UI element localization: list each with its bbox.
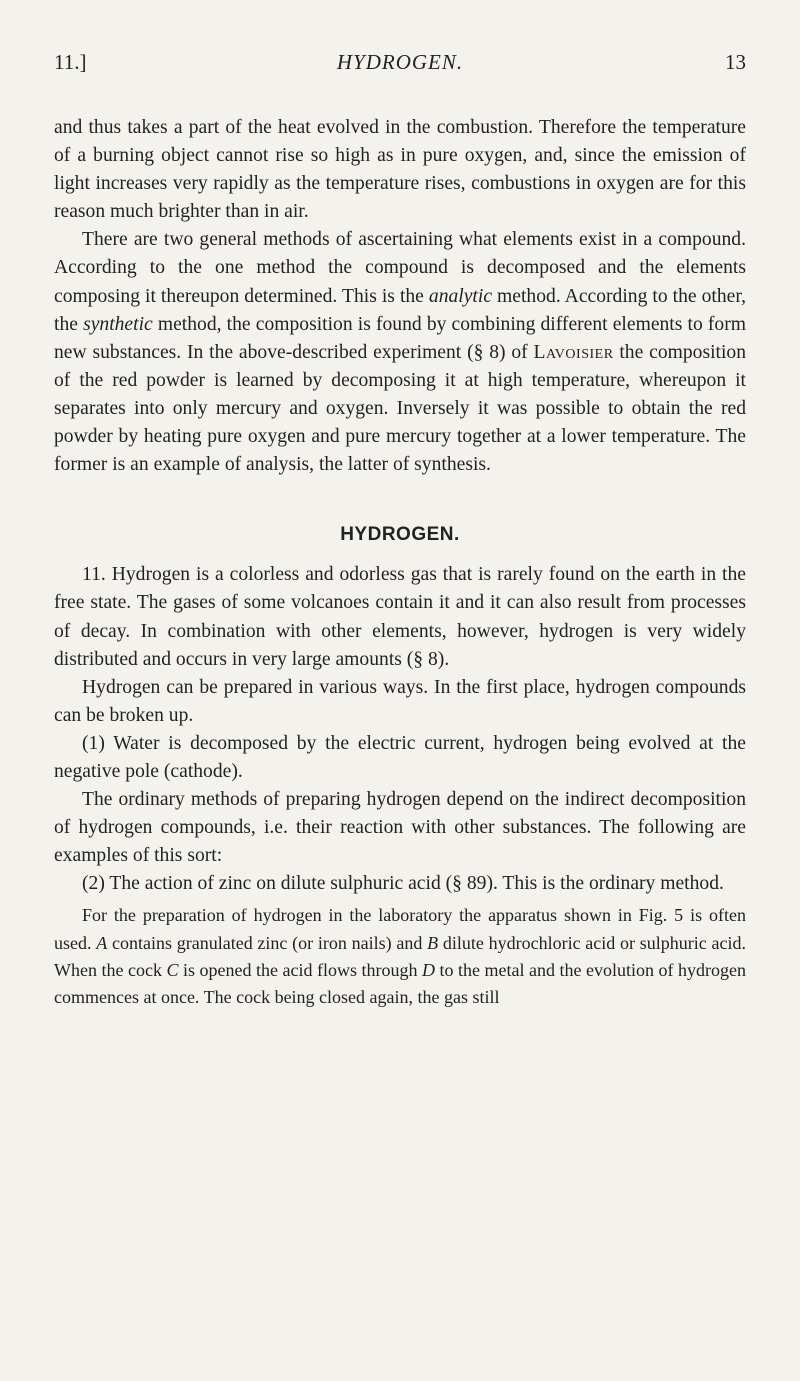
paragraph-combustion: and thus takes a part of the heat evolved in the combustion. Therefore the temperature of a burning object cannot rise so high as in pure oxygen, and, since the emission of light increases very rapidly as the temperature rises, combustions in oxygen are for this reason much brighter than in air. <box>54 117 746 223</box>
text-run: method. According to the other, the <box>54 285 746 335</box>
section-heading: HYDROGEN. <box>340 524 460 546</box>
name-lavoisier: Lavoisier <box>533 341 614 363</box>
paragraph-zinc-acid: (2) The action of zinc on dilute sulphuric acid (§ 89). This is the ordinary method. <box>82 873 724 895</box>
text-run: For the preparation of hydrogen in the laboratory the apparatus shown in Fig. 5 is often used. <box>54 905 746 953</box>
paragraph-preparation: Hydrogen can be prepared in various ways. In the first place, hydrogen compounds can be broken up. <box>54 676 746 726</box>
label-b: B <box>427 932 439 953</box>
paragraph-methods <box>54 226 746 479</box>
paragraph-indirect: The ordinary methods of preparing hydrogen depend on the indirect decomposition of hydrogen compounds, i.e. their reaction with other substances. The following are examples of this sort: <box>54 789 746 867</box>
chapter-number: 11.] <box>54 50 87 74</box>
page-number: 13 <box>725 50 746 74</box>
paragraph-electrolysis: (1) Water is decomposed by the electric current, hydrogen being evolved at the negative pole (cathode). <box>54 732 746 782</box>
text-run: is opened the acid flows through <box>178 959 423 980</box>
label-c: C <box>166 959 179 980</box>
text-run: dilute hydrochloric acid or sulphuric acid. When the cock <box>54 932 746 980</box>
term-synthetic: synthetic <box>83 313 153 335</box>
paragraph-laboratory <box>54 902 746 1011</box>
running-title: HYDROGEN. <box>336 50 464 74</box>
text-run: method, the composition is found by combining different elements to form new substances. In the above-described experiment (§ 8) of <box>54 313 746 363</box>
text-run: to the metal and the evolution of hydrogen commences at once. The cock being closed again, the gas still <box>54 959 747 1008</box>
body-text <box>54 114 746 1011</box>
text-run: contains granulated zinc (or iron nails) and <box>107 932 428 953</box>
label-d: D <box>422 959 436 980</box>
label-a: A <box>96 932 108 953</box>
running-header <box>54 50 746 80</box>
text-run: There are two general methods of ascertaining what elements exist in a compound. According to the one method the compound is decomposed and the elements composing it thereupon determined. This is the <box>54 229 746 307</box>
text-run: the composition of the red powder is learned by decomposing it at high temperature, whereupon it separates into only mercury and oxygen. Inversely it was possible to obtain the red powder by heating pure oxygen and pure mercury together at a lower temperature. The former is an example of analysis, the latter of synthesis. <box>54 341 746 476</box>
paragraph-hydrogen-intro: 11. Hydrogen is a colorless and odorless gas that is rarely found on the earth in the free state. The gases of some volcanoes contain it and it can also result from processes of decay. In combination with other elements, however, hydrogen is very widely distributed and occurs in very large amounts (§ 8). <box>54 564 746 670</box>
term-analytic: analytic <box>428 285 493 307</box>
